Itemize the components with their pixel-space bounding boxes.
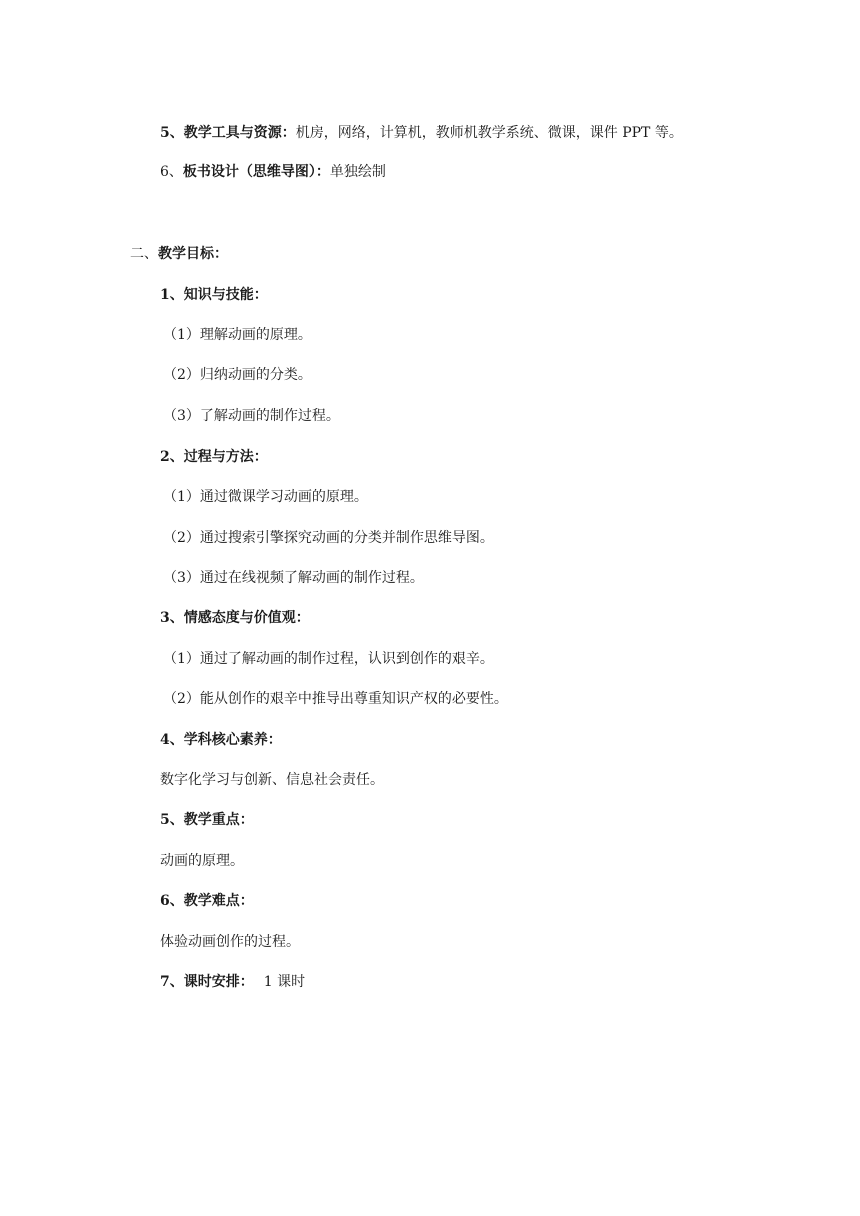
- knowledge-item: （3）了解动画的制作过程。: [163, 408, 340, 424]
- schedule-heading: 7、课时安排：: [160, 974, 254, 990]
- section-heading-prefix: 二、: [130, 246, 158, 262]
- emotion-item: （2）能从创作的艰辛中推导出尊重知识产权的必要性。: [163, 691, 508, 707]
- section-heading: [130, 245, 228, 263]
- difficulty-text: 体验动画创作的过程。: [160, 934, 300, 950]
- schedule-line: [160, 973, 305, 991]
- core-literacy-text: 数字化学习与创新、信息社会责任。: [160, 772, 384, 788]
- core-literacy-heading: 4、学科核心素养：: [160, 732, 282, 748]
- key-point-heading: 5、教学重点：: [160, 812, 254, 828]
- process-item: （2）通过搜索引擎探究动画的分类并制作思维导图。: [163, 530, 494, 546]
- process-heading: 2、过程与方法：: [160, 449, 268, 465]
- knowledge-item: （2）归纳动画的分类。: [163, 367, 312, 383]
- tools-resources-line: [160, 124, 683, 142]
- section-heading-text: 教学目标：: [158, 246, 228, 262]
- process-item: （1）通过微课学习动画的原理。: [163, 489, 368, 505]
- tools-resources-heading: 5、教学工具与资源：: [160, 125, 296, 141]
- board-design-line: [160, 163, 386, 181]
- board-design-text: 单独绘制: [329, 164, 386, 180]
- knowledge-item: （1）理解动画的原理。: [163, 327, 312, 343]
- knowledge-heading: 1、知识与技能：: [160, 287, 268, 303]
- difficulty-heading: 6、教学难点：: [160, 893, 254, 909]
- tools-resources-text: 机房，网络，计算机，教师机教学系统、微课，课件 PPT 等。: [295, 125, 683, 141]
- process-item: （3）通过在线视频了解动画的制作过程。: [163, 570, 424, 586]
- board-design-heading: 板书设计（思维导图）：: [182, 164, 330, 180]
- emotion-heading: 3、情感态度与价值观：: [160, 610, 310, 626]
- schedule-text: 1 课时: [263, 974, 306, 990]
- key-point-text: 动画的原理。: [160, 853, 244, 869]
- board-design-number: 6、: [160, 164, 183, 180]
- emotion-item: （1）通过了解动画的制作过程，认识到创作的艰辛。: [163, 651, 494, 667]
